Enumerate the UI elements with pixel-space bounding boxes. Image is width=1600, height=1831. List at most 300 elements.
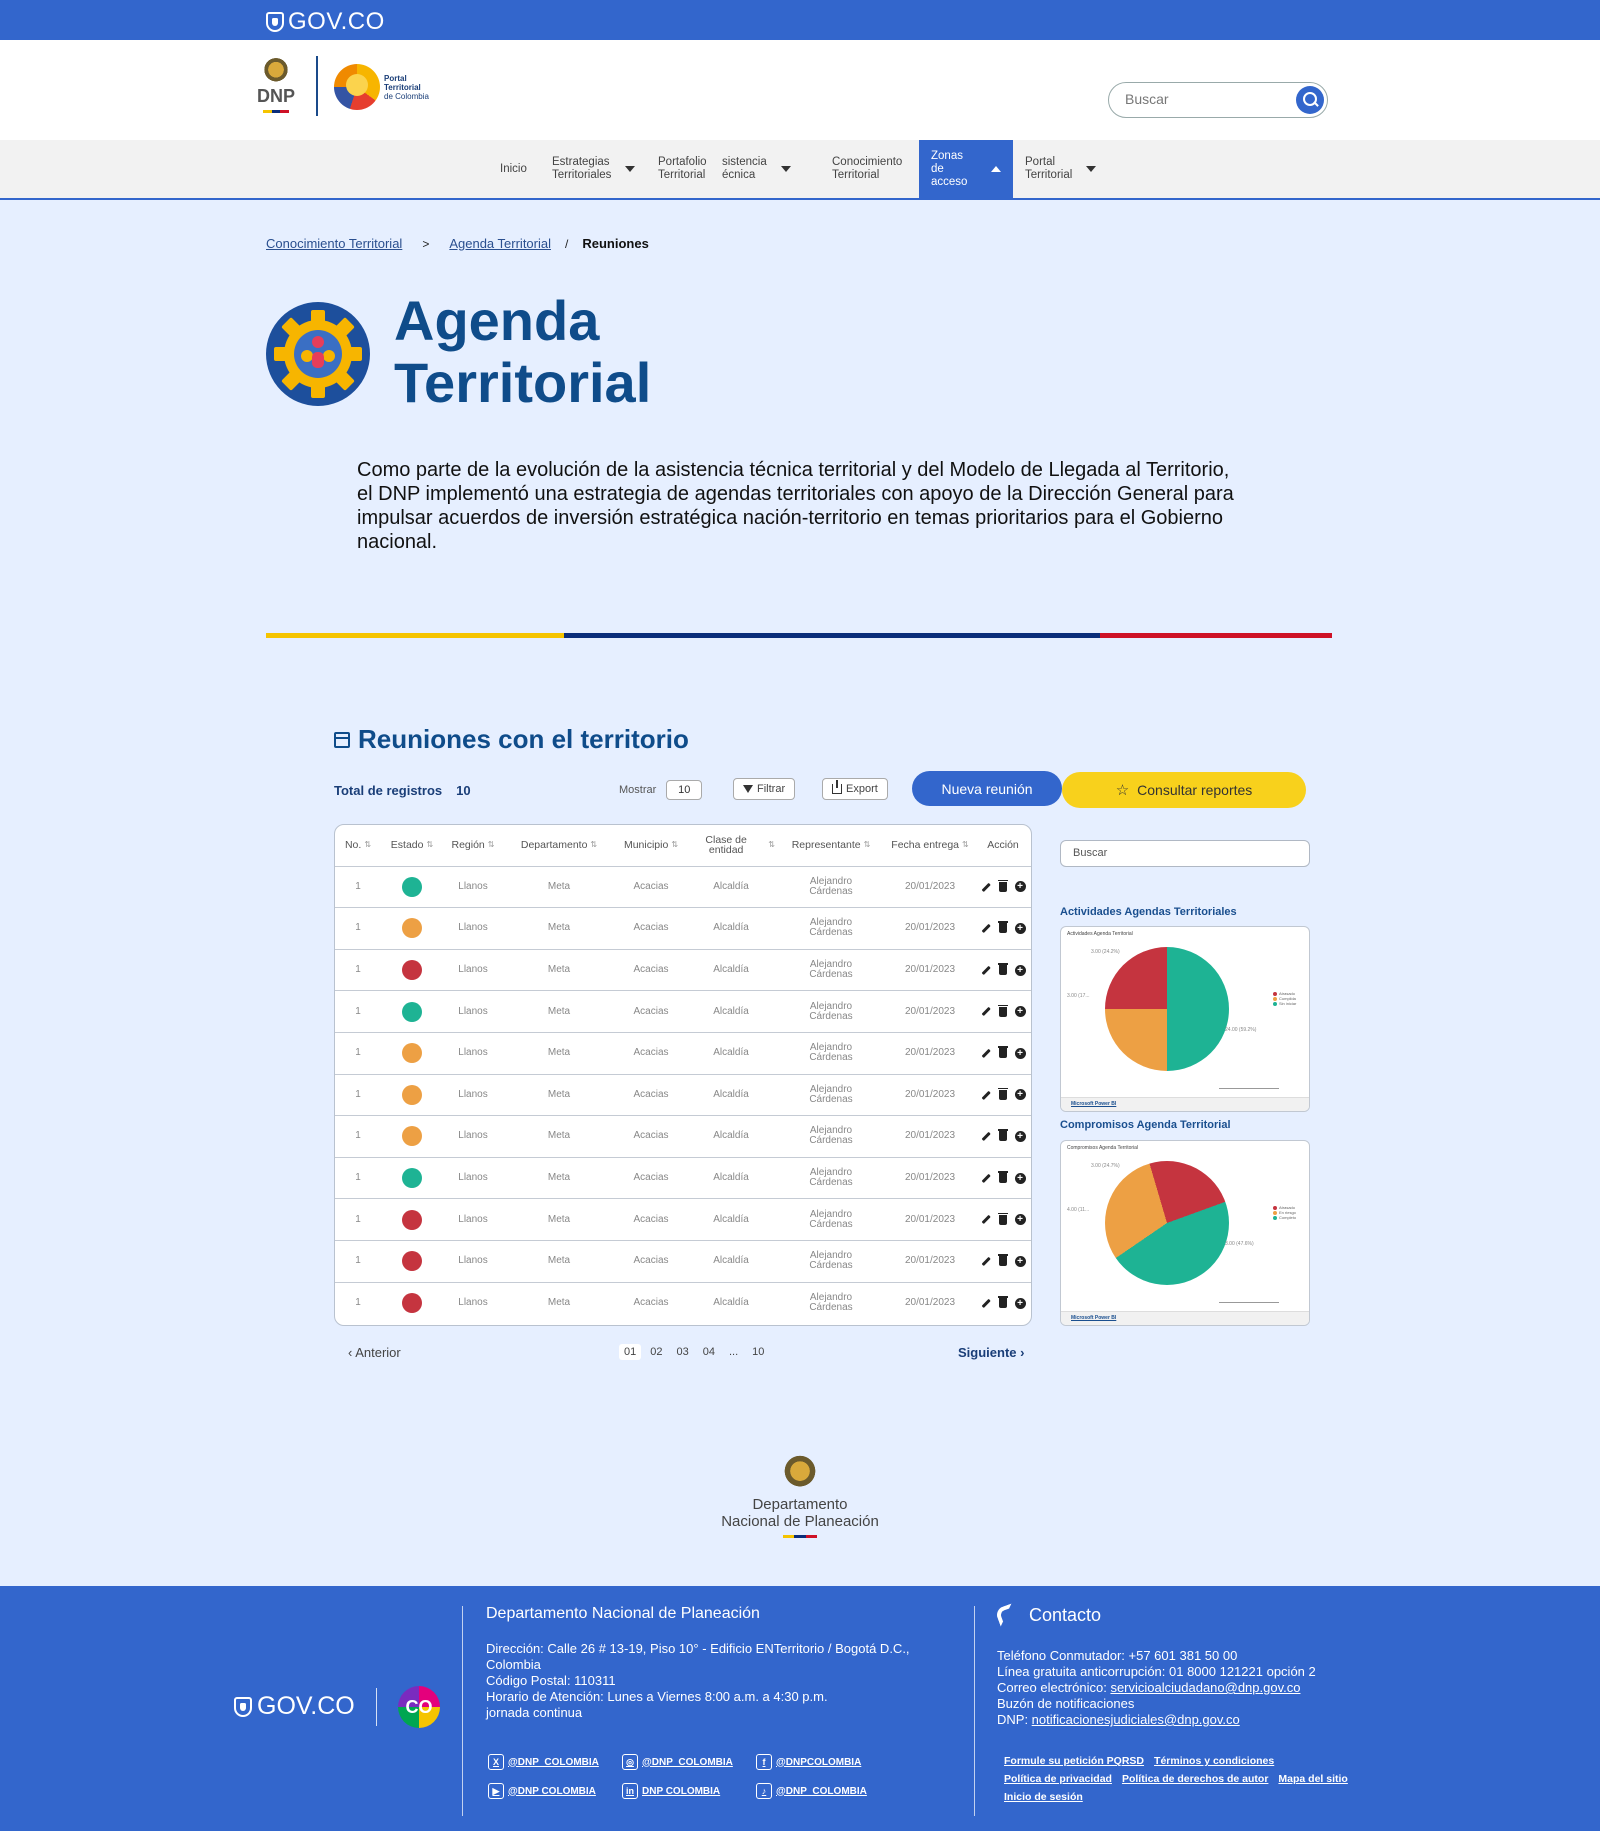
- cell-estado: [381, 1116, 443, 1157]
- cell-text: Meta: [547, 1297, 571, 1309]
- delete-icon[interactable]: [999, 923, 1007, 933]
- main-nav: [0, 140, 1600, 200]
- facebook-icon: f: [756, 1754, 772, 1770]
- chart-legend: [1273, 991, 1296, 1006]
- email-link[interactable]: servicioalciudadano@dnp.gov.co: [1110, 1680, 1301, 1695]
- cell-region: [443, 950, 503, 991]
- colombia-co-logo: CO: [398, 1686, 440, 1728]
- cell-fecha: [887, 908, 973, 949]
- cell-text: Meta: [547, 922, 571, 934]
- pagination-page[interactable]: 01: [619, 1344, 641, 1360]
- column-header[interactable]: [335, 825, 381, 866]
- edit-icon[interactable]: [981, 1215, 990, 1224]
- cell-text: Acacias: [633, 964, 669, 976]
- breadcrumb-link[interactable]: Conocimiento Territorial: [266, 236, 403, 251]
- nav-item-estrategias[interactable]: Estrategias Territoriales: [552, 140, 635, 198]
- cell-accion: [973, 1116, 1032, 1157]
- cell-text: Alejandro Cárdenas: [809, 875, 853, 897]
- site-header: [0, 40, 1600, 140]
- cell-text: Meta: [547, 1005, 571, 1017]
- cell-municipio: [615, 867, 687, 908]
- cell-representante: [775, 1075, 887, 1116]
- column-header[interactable]: [887, 825, 973, 866]
- cell-municipio: [615, 908, 687, 949]
- cell-text: Alejandro Cárdenas: [809, 1208, 853, 1230]
- search-input[interactable]: [1125, 91, 1275, 107]
- add-icon[interactable]: +: [1015, 1089, 1026, 1100]
- edit-icon[interactable]: [981, 882, 990, 891]
- add-icon[interactable]: +: [1015, 1048, 1026, 1059]
- cell-municipio: [615, 1158, 687, 1199]
- delete-icon[interactable]: [999, 1256, 1007, 1266]
- cell-text: Alcaldía: [713, 922, 749, 934]
- footer-govco-logo[interactable]: GOV.CO: [234, 1692, 355, 1721]
- breadcrumb-separator: /: [565, 236, 569, 251]
- header-divider: [316, 56, 318, 116]
- zoom-slider[interactable]: [1219, 1302, 1279, 1303]
- add-icon[interactable]: +: [1015, 1298, 1026, 1309]
- calendar-icon: [334, 732, 350, 748]
- cell-municipio: [615, 950, 687, 991]
- cell-clase: [687, 1283, 775, 1325]
- cell-no: [335, 1241, 381, 1282]
- cell-accion: [973, 1283, 1032, 1325]
- pagination-next[interactable]: Siguiente ›: [958, 1345, 1025, 1360]
- chevron-up-icon: [991, 166, 1001, 172]
- delete-icon[interactable]: [999, 1048, 1007, 1058]
- cell-text: Alcaldía: [713, 1088, 749, 1100]
- cell-fecha: [887, 1158, 973, 1199]
- cell-text: Meta: [547, 964, 571, 976]
- cell-text: Acacias: [633, 1255, 669, 1267]
- cell-text: Llanos: [458, 922, 488, 934]
- pie-chart[interactable]: [1105, 1161, 1229, 1285]
- add-icon[interactable]: +: [1015, 1214, 1026, 1225]
- breadcrumb: [266, 236, 649, 251]
- cell-text: 20/01/2023: [904, 1172, 956, 1184]
- meetings-table: [334, 824, 1032, 1326]
- edit-icon[interactable]: [981, 1174, 990, 1183]
- edit-icon[interactable]: [981, 924, 990, 933]
- cell-text: Meta: [547, 1255, 571, 1267]
- table-row[interactable]: [335, 1033, 1032, 1075]
- cell-estado: [381, 1199, 443, 1240]
- cell-accion: [973, 1075, 1032, 1116]
- column-header-label: Clase de entidad: [705, 834, 747, 857]
- cell-representante: [775, 1033, 887, 1074]
- cell-text: 1: [355, 1130, 361, 1142]
- status-dot: [402, 1043, 422, 1063]
- sidebar-search: [1060, 840, 1310, 867]
- breadcrumb-current: Reuniones: [582, 236, 649, 251]
- filter-button[interactable]: Filtrar: [733, 778, 795, 800]
- cell-region: [443, 1158, 503, 1199]
- legend-label: Sin iniciar: [1279, 1001, 1297, 1006]
- slice-label: 4.00 (11...: [1067, 1207, 1090, 1213]
- cell-departamento: [503, 1199, 615, 1240]
- cell-no: [335, 867, 381, 908]
- sort-icon[interactable]: ⇅: [590, 840, 598, 850]
- add-icon[interactable]: +: [1015, 1256, 1026, 1267]
- column-header[interactable]: [381, 825, 443, 866]
- cell-text: Llanos: [458, 1297, 488, 1309]
- reports-button[interactable]: ☆ Consultar reportes: [1062, 772, 1306, 808]
- cell-text: Llanos: [458, 1213, 488, 1225]
- tricolor-divider: [266, 633, 1332, 638]
- pagination-page[interactable]: 10: [752, 1346, 765, 1358]
- dnp-footer-logo[interactable]: [700, 1454, 900, 1538]
- footer-link[interactable]: Inicio de sesión: [1004, 1791, 1083, 1803]
- cell-fecha: [887, 1033, 973, 1074]
- column-header-label: Fecha entrega: [891, 839, 959, 852]
- cell-clase: [687, 1199, 775, 1240]
- cell-estado: [381, 1075, 443, 1116]
- nav-item-asistencia[interactable]: sistencia écnica: [722, 140, 791, 198]
- chart-legend: [1273, 1205, 1296, 1220]
- cell-text: Alcaldía: [713, 964, 749, 976]
- delete-icon[interactable]: [999, 965, 1007, 975]
- edit-icon[interactable]: [981, 966, 990, 975]
- cell-text: Acacias: [633, 880, 669, 892]
- powerbi-footer: [1061, 1311, 1309, 1325]
- breadcrumb-link[interactable]: Agenda Territorial: [449, 236, 551, 251]
- social-link[interactable]: [488, 1783, 622, 1799]
- sort-icon[interactable]: ⇅: [768, 840, 775, 850]
- social-link[interactable]: [622, 1783, 756, 1799]
- report-inner-title: Actividades Agenda Territorial: [1067, 931, 1133, 937]
- footer-divider: [974, 1606, 975, 1816]
- export-button[interactable]: Export: [822, 778, 888, 800]
- cell-municipio: [615, 1283, 687, 1325]
- cell-text: Acacias: [633, 1047, 669, 1059]
- slice-label: 3.00 (24.7%): [1091, 1163, 1120, 1169]
- page-title: Agenda Territorial: [394, 289, 652, 414]
- cell-text: Llanos: [458, 1172, 488, 1184]
- cell-text: 1: [355, 922, 361, 934]
- cell-estado: [381, 991, 443, 1032]
- portal-ring-icon: [334, 64, 380, 110]
- footer-link[interactable]: Política de derechos de autor: [1121, 1773, 1269, 1785]
- pagination-page[interactable]: 04: [702, 1346, 715, 1358]
- cell-representante: [775, 950, 887, 991]
- portal-territorial-logo[interactable]: [334, 64, 434, 110]
- powerbi-footer: [1061, 1097, 1309, 1111]
- cell-fecha: [887, 1283, 973, 1325]
- cell-fecha: [887, 950, 973, 991]
- status-dot: [402, 877, 422, 897]
- legend-label: Atrasado: [1279, 991, 1296, 996]
- cell-accion: [973, 1241, 1032, 1282]
- new-meeting-button[interactable]: Nueva reunión: [912, 771, 1062, 806]
- social-label: @DNP_COLOMBIA: [776, 1785, 867, 1797]
- delete-icon[interactable]: [999, 1215, 1007, 1225]
- phone-icon: [994, 1603, 1017, 1626]
- cell-text: Llanos: [458, 1005, 488, 1017]
- cell-clase: [687, 867, 775, 908]
- cell-text: 20/01/2023: [904, 1213, 956, 1225]
- cell-text: Acacias: [633, 1005, 669, 1017]
- social-link[interactable]: [622, 1754, 756, 1770]
- report-label: Compromisos Agenda Territorial: [1060, 1119, 1231, 1131]
- social-link[interactable]: [756, 1754, 890, 1770]
- cell-text: 20/01/2023: [904, 922, 956, 934]
- social-links: [488, 1754, 890, 1799]
- cell-text: 20/01/2023: [904, 1255, 956, 1267]
- nav-item-inicio[interactable]: Inicio: [500, 162, 527, 175]
- column-header[interactable]: [687, 825, 775, 866]
- star-icon: ☆: [1115, 782, 1130, 799]
- zoom-slider[interactable]: [1219, 1088, 1279, 1089]
- status-dot: [402, 1168, 422, 1188]
- cell-text: Alejandro Cárdenas: [809, 1250, 853, 1272]
- table-row[interactable]: [335, 1158, 1032, 1200]
- column-header[interactable]: [615, 825, 687, 866]
- cell-text: Meta: [547, 1172, 571, 1184]
- cell-fecha: [887, 1116, 973, 1157]
- cell-departamento: [503, 1116, 615, 1157]
- pagination-page[interactable]: 03: [676, 1346, 689, 1358]
- table-row[interactable]: [335, 1241, 1032, 1283]
- cell-representante: [775, 1158, 887, 1199]
- slice-label: 3.00 (17...: [1067, 993, 1090, 999]
- nav-item-portal[interactable]: Portal Territorial: [1025, 140, 1096, 198]
- report-label: Actividades Agendas Territoriales: [1060, 906, 1237, 918]
- add-icon[interactable]: +: [1015, 1006, 1026, 1017]
- cell-text: 20/01/2023: [904, 1130, 956, 1142]
- sidebar-search-input[interactable]: [1073, 847, 1293, 859]
- pagination-pages: [619, 1344, 769, 1360]
- edit-icon[interactable]: [981, 1132, 990, 1141]
- dnp-logo[interactable]: [254, 58, 298, 124]
- edit-icon[interactable]: [981, 1090, 990, 1099]
- sort-icon[interactable]: ⇅: [487, 840, 495, 850]
- cell-accion: [973, 867, 1032, 908]
- cell-no: [335, 1199, 381, 1240]
- cell-departamento: [503, 867, 615, 908]
- cell-text: Alcaldía: [713, 1130, 749, 1142]
- cell-region: [443, 1241, 503, 1282]
- report-card[interactable]: [1060, 1140, 1310, 1326]
- table-header: [335, 825, 1032, 867]
- table-row[interactable]: [335, 1116, 1032, 1158]
- cell-no: [335, 908, 381, 949]
- cell-text: 1: [355, 1297, 361, 1309]
- footer-divider: [462, 1606, 463, 1816]
- cell-text: Alcaldía: [713, 1255, 749, 1267]
- pagination-prev[interactable]: ‹ Anterior: [348, 1345, 401, 1360]
- total-records: Total de registros 10: [334, 783, 471, 798]
- portal-logo-text: Portal Territorial de Colombia: [384, 73, 429, 101]
- cell-text: Alcaldía: [713, 1213, 749, 1225]
- column-header-label: Estado: [390, 839, 424, 852]
- footer-link[interactable]: Formule su petición PQRSD: [1004, 1755, 1145, 1767]
- footer-link[interactable]: Mapa del sitio: [1278, 1773, 1348, 1785]
- add-icon[interactable]: +: [1015, 923, 1026, 934]
- cell-text: 1: [355, 1255, 361, 1267]
- cell-region: [443, 867, 503, 908]
- table-row[interactable]: [335, 1283, 1032, 1325]
- status-dot: [402, 1210, 422, 1230]
- cell-text: Llanos: [458, 964, 488, 976]
- cell-text: Llanos: [458, 1088, 488, 1100]
- cell-clase: [687, 908, 775, 949]
- cell-text: Meta: [547, 1130, 571, 1142]
- table-row[interactable]: [335, 908, 1032, 950]
- sort-icon[interactable]: ⇅: [962, 840, 969, 850]
- cell-text: 1: [355, 964, 361, 976]
- status-dot: [402, 1293, 422, 1313]
- nav-item-conocimiento[interactable]: Conocimiento Territorial: [832, 156, 903, 181]
- footer-link[interactable]: Términos y condiciones: [1154, 1755, 1275, 1767]
- add-icon[interactable]: +: [1015, 881, 1026, 892]
- cell-region: [443, 1116, 503, 1157]
- intro-paragraph: Como parte de la evolución de la asistencia técnica territorial y del Modelo de Llegada al Territorio, el DNP implementó una estrategia de agendas territoriales con apoyo de la Dirección General para impulsar acuerdos de inversión estratégica nación-territorio en temas prioritarios para el Gobierno nacional.: [357, 459, 1234, 553]
- cell-fecha: [887, 1199, 973, 1240]
- cell-text: Alejandro Cárdenas: [809, 1125, 853, 1147]
- sort-icon[interactable]: ⇅: [863, 840, 871, 850]
- cell-clase: [687, 1241, 775, 1282]
- cell-text: 1: [355, 1005, 361, 1017]
- report-card[interactable]: [1060, 926, 1310, 1112]
- table-row[interactable]: [335, 1075, 1032, 1117]
- cell-text: Llanos: [458, 1130, 488, 1142]
- column-header-label: Región: [451, 839, 485, 852]
- social-link[interactable]: [488, 1754, 622, 1770]
- edit-icon[interactable]: [981, 1299, 990, 1308]
- social-label: @DNP COLOMBIA: [508, 1785, 596, 1797]
- delete-icon[interactable]: [999, 1090, 1007, 1100]
- powerbi-link[interactable]: Microsoft Power BI: [1071, 1101, 1117, 1107]
- cell-text: 20/01/2023: [904, 964, 956, 976]
- table-row[interactable]: [335, 950, 1032, 992]
- flag-bars: [263, 110, 289, 113]
- add-icon[interactable]: +: [1015, 965, 1026, 976]
- column-header[interactable]: [973, 825, 1032, 866]
- cell-region: [443, 991, 503, 1032]
- search-icon[interactable]: [1296, 86, 1324, 114]
- cell-clase: [687, 950, 775, 991]
- cell-departamento: [503, 950, 615, 991]
- social-link[interactable]: [756, 1783, 890, 1799]
- coat-of-arms-icon: [782, 1454, 818, 1492]
- cell-estado: [381, 1283, 443, 1325]
- delete-icon[interactable]: [999, 882, 1007, 892]
- cell-accion: [973, 1158, 1032, 1199]
- status-dot: [402, 1251, 422, 1271]
- cell-representante: [775, 991, 887, 1032]
- cell-text: Alejandro Cárdenas: [809, 1292, 853, 1314]
- cell-text: Acacias: [633, 922, 669, 934]
- sort-icon[interactable]: ⇅: [671, 840, 679, 850]
- report-inner-title: Compromisos Agenda Territorial: [1067, 1145, 1139, 1151]
- cell-text: Alcaldía: [713, 1297, 749, 1309]
- column-header[interactable]: [775, 825, 887, 866]
- cell-fecha: [887, 1241, 973, 1282]
- edit-icon[interactable]: [981, 1007, 990, 1016]
- cell-departamento: [503, 1033, 615, 1074]
- nav-item-zonas[interactable]: Zonas de acceso: [919, 140, 1013, 198]
- cell-accion: [973, 1033, 1032, 1074]
- delete-icon[interactable]: [999, 1298, 1007, 1308]
- cell-fecha: [887, 867, 973, 908]
- cell-clase: [687, 1116, 775, 1157]
- sort-icon[interactable]: ⇅: [426, 840, 434, 850]
- shield-icon: [234, 1697, 252, 1717]
- column-header[interactable]: [503, 825, 615, 866]
- cell-accion: [973, 908, 1032, 949]
- cell-region: [443, 1075, 503, 1116]
- tiktok-icon: ♪: [756, 1783, 772, 1799]
- table-row[interactable]: [335, 1199, 1032, 1241]
- edit-icon[interactable]: [981, 1257, 990, 1266]
- cell-clase: [687, 1158, 775, 1199]
- add-icon[interactable]: +: [1015, 1173, 1026, 1184]
- notifications-email-link[interactable]: notificacionesjudiciales@dnp.gov.co: [1031, 1712, 1240, 1727]
- cell-clase: [687, 1033, 775, 1074]
- legend-swatch: [1273, 1002, 1277, 1006]
- cell-accion: [973, 1199, 1032, 1240]
- cell-text: Alejandro Cárdenas: [809, 1042, 853, 1064]
- cell-text: Llanos: [458, 1047, 488, 1059]
- cell-text: 1: [355, 1172, 361, 1184]
- footer-link[interactable]: Política de privacidad: [1004, 1773, 1112, 1785]
- cell-text: Alejandro Cárdenas: [809, 1167, 853, 1189]
- edit-icon[interactable]: [981, 1049, 990, 1058]
- cell-text: Acacias: [633, 1088, 669, 1100]
- cell-estado: [381, 1033, 443, 1074]
- social-label: @DNP_COLOMBIA: [508, 1756, 599, 1768]
- delete-icon[interactable]: [999, 1131, 1007, 1141]
- social-label: DNP COLOMBIA: [642, 1785, 721, 1797]
- gear-people-icon: [266, 302, 370, 406]
- cell-estado: [381, 908, 443, 949]
- column-header-label: Municipio: [623, 839, 669, 852]
- govco-logo-text: GOV.CO: [288, 8, 385, 35]
- pagination-page[interactable]: 02: [650, 1346, 663, 1358]
- powerbi-link[interactable]: Microsoft Power BI: [1071, 1315, 1117, 1321]
- upload-icon: [832, 784, 842, 794]
- page-size: Mostrar 10: [619, 780, 702, 800]
- cell-municipio: [615, 1199, 687, 1240]
- cell-no: [335, 1075, 381, 1116]
- cell-text: Alejandro Cárdenas: [809, 1083, 853, 1105]
- cell-departamento: [503, 1241, 615, 1282]
- sort-icon[interactable]: ⇅: [364, 840, 372, 850]
- cell-text: 1: [355, 1088, 361, 1100]
- pie-chart[interactable]: [1105, 947, 1229, 1071]
- cell-region: [443, 1199, 503, 1240]
- column-header-label: No.: [344, 839, 362, 852]
- cell-text: Alcaldía: [713, 880, 749, 892]
- footer-address: Departamento Nacional de Planeación Dirección: Calle 26 # 13-19, Piso 10° - Edificio ENTerritorio / Bogotá D.C., Colombia Código Postal: 110311 Horario de Atención: Lunes a Viernes 8:00 a.m. a 4:30 p.m. jornada continua: [486, 1605, 910, 1720]
- table-row[interactable]: [335, 991, 1032, 1033]
- delete-icon[interactable]: [999, 1007, 1007, 1017]
- delete-icon[interactable]: [999, 1173, 1007, 1183]
- cell-text: Meta: [547, 880, 571, 892]
- cell-accion: [973, 991, 1032, 1032]
- page-size-select[interactable]: 10: [666, 780, 702, 800]
- nav-item-portafolio[interactable]: Portafolio Territorial: [658, 156, 707, 181]
- add-icon[interactable]: +: [1015, 1131, 1026, 1142]
- govco-logo[interactable]: [266, 8, 385, 36]
- cell-text: Alcaldía: [713, 1172, 749, 1184]
- slice-label: 3.00 (24.2%): [1091, 949, 1120, 955]
- cell-text: Acacias: [633, 1130, 669, 1142]
- legend-label: Cumplida: [1279, 996, 1296, 1001]
- table-row[interactable]: [335, 867, 1032, 909]
- column-header[interactable]: [443, 825, 503, 866]
- linkedin-icon: in: [622, 1783, 638, 1799]
